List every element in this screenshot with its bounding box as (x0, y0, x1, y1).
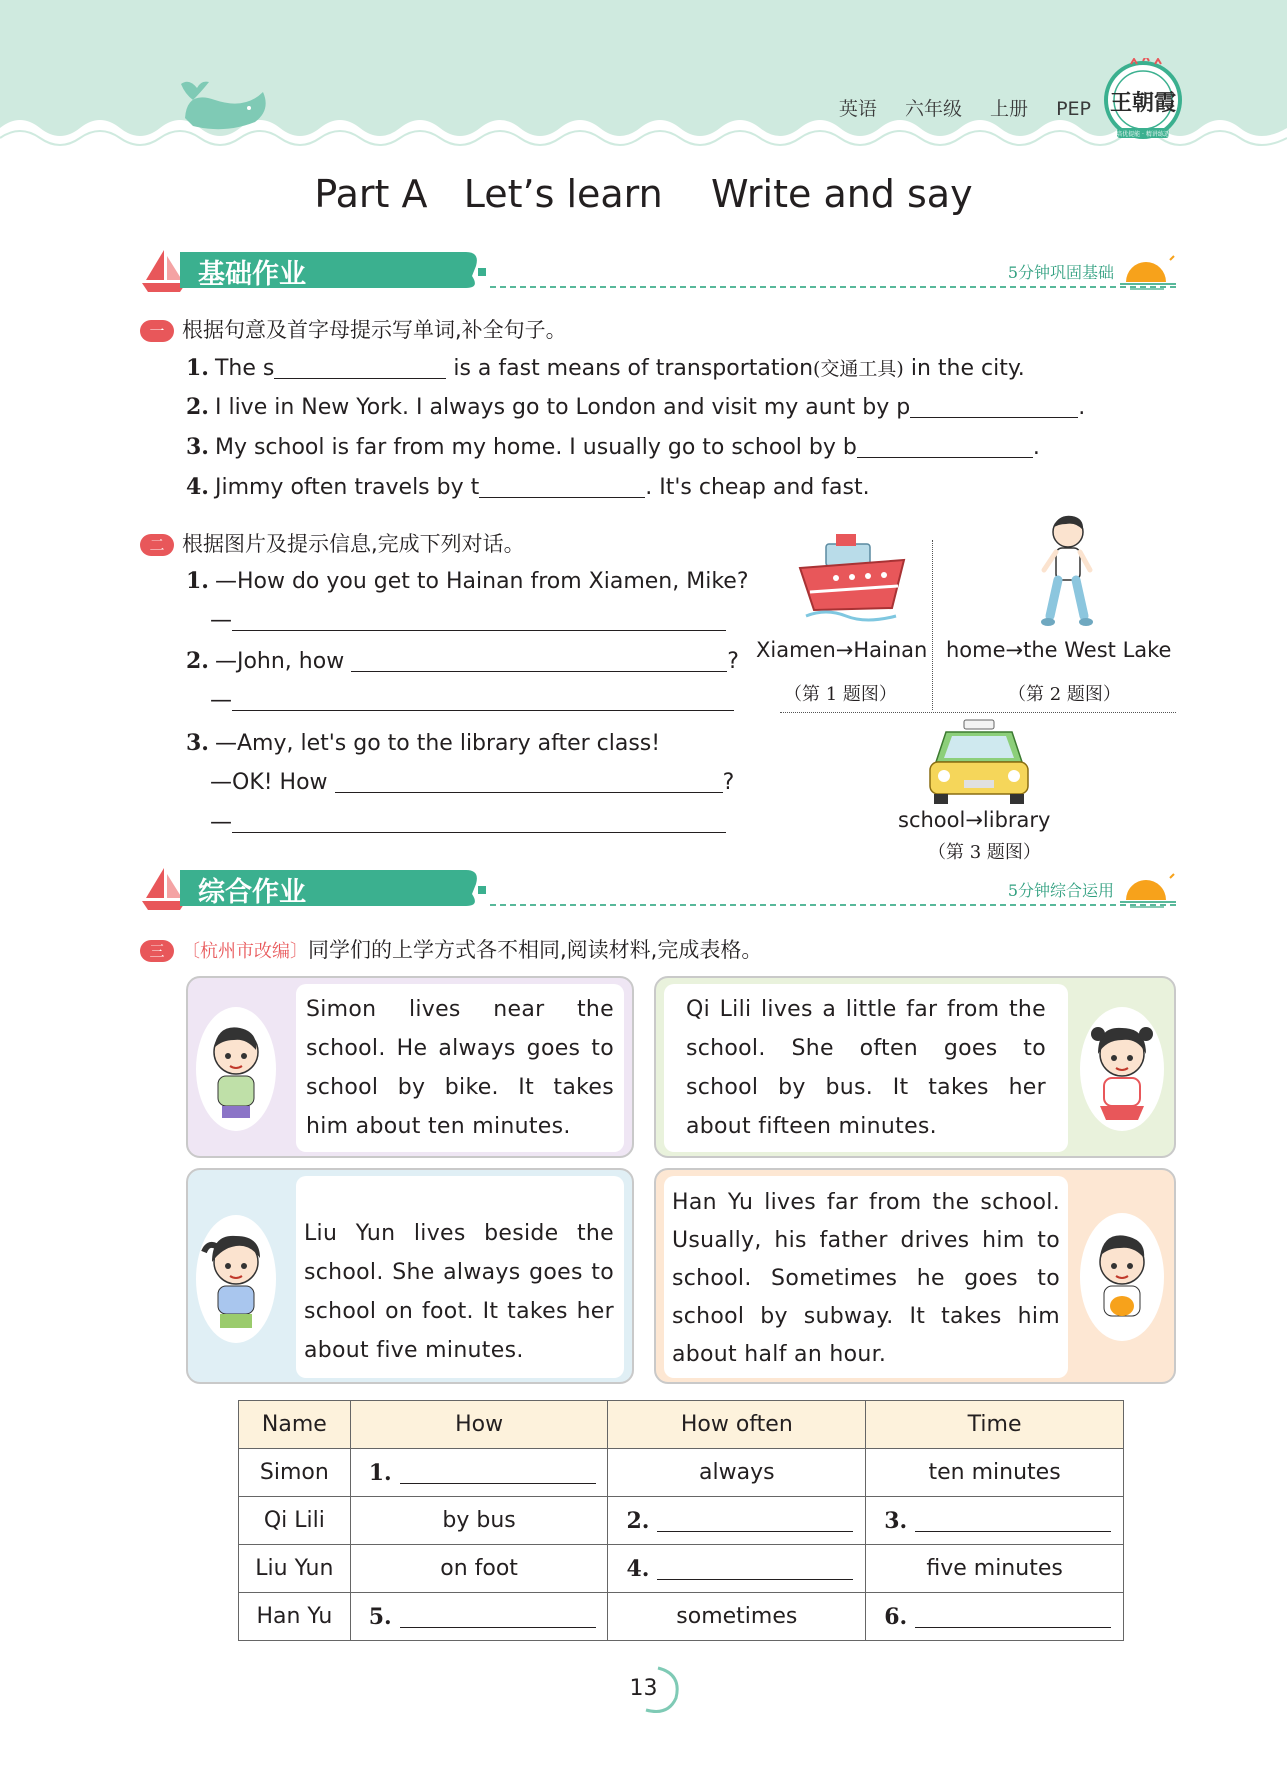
item-text: I live in New York. I always go to London and visit my aunt by p (214, 395, 911, 420)
dialogue-1-question (186, 568, 749, 594)
card-text: Simon lives near the school. He always goes to school by bike. It takes him about ten minutes. (306, 997, 614, 1139)
table-header-cell: Time (866, 1401, 1124, 1449)
question-mark: ? (727, 649, 739, 674)
answer-blank[interactable] (400, 1606, 596, 1628)
item-number: 3. (186, 434, 209, 460)
sunrise-icon (1120, 250, 1176, 292)
girl-avatar (194, 1212, 278, 1346)
dialogue-2-question (186, 648, 739, 674)
dash: — (210, 608, 232, 633)
answer-blank[interactable] (915, 1510, 1111, 1532)
question-heading-1 (140, 314, 567, 344)
item-text: The s (214, 356, 275, 381)
svg-text:培优提能 · 精讲练透: 培优提能 · 精讲练透 (1116, 131, 1170, 138)
brand-seal-logo (1103, 58, 1183, 144)
divider-vertical (932, 540, 933, 710)
answer-blank[interactable] (232, 609, 726, 631)
answer-blank[interactable] (479, 476, 645, 498)
section-note: 5分钟巩固基础 (1007, 263, 1114, 282)
table-header-cell: How (350, 1401, 608, 1449)
reading-card-qi-lili (654, 976, 1176, 1158)
svg-text:王朝霞: 王朝霞 (1109, 90, 1177, 116)
volume-label: 上册 (990, 98, 1029, 120)
answer-blank[interactable] (232, 811, 726, 833)
table-row (239, 1449, 1124, 1497)
picture-1-caption: （第 1 题图） (784, 684, 897, 705)
table-cell: Qi Lili (239, 1497, 351, 1545)
answer-blank[interactable] (857, 436, 1033, 458)
reading-card-simon (186, 976, 634, 1158)
dialogue-3-line-a (186, 730, 660, 756)
ship-illustration (796, 530, 908, 630)
blank-number: 2. (626, 1507, 650, 1534)
table-row (239, 1593, 1124, 1641)
picture-3-caption: （第 3 题图） (928, 842, 1041, 863)
divider-horizontal (780, 712, 1176, 713)
divider (490, 286, 1176, 288)
picture-2-caption: （第 2 题图） (1008, 684, 1121, 705)
walking-boy-illustration (1036, 512, 1098, 630)
page-number: 13 (629, 1676, 658, 1701)
whale-icon (175, 70, 275, 132)
reading-card-han-yu (654, 1168, 1176, 1384)
answer-table (238, 1400, 1124, 1641)
question-instruction: 根据句意及首字母提示写单词,补全句子。 (182, 318, 567, 342)
question-number-badge: 一 (140, 320, 174, 342)
item-number: 2. (186, 394, 209, 420)
answer-blank[interactable] (274, 357, 446, 379)
item-text: . (1032, 435, 1040, 460)
blank-number: 5. (368, 1603, 392, 1630)
table-cell: on foot (350, 1545, 608, 1593)
picture-3-label: school→library (898, 808, 1051, 832)
question-source: 〔杭州市改编〕 (182, 941, 308, 962)
book-meta (817, 94, 1091, 121)
table-fill-cell (866, 1593, 1124, 1641)
item-number: 1. (186, 568, 209, 594)
section-banner-basic (140, 246, 1176, 296)
item-number: 1. (186, 355, 209, 381)
answer-blank[interactable] (351, 650, 727, 672)
reading-card-liu-yun (186, 1168, 634, 1384)
table-header-cell: Name (239, 1401, 351, 1449)
table-fill-cell (608, 1545, 866, 1593)
section-banner-comprehensive (140, 864, 1176, 914)
item-number: 4. (186, 474, 209, 500)
blank-number: 1. (368, 1459, 392, 1486)
answer-blank[interactable] (232, 689, 734, 711)
section-label: 基础作业 (198, 259, 306, 290)
table-cell: ten minutes (866, 1449, 1124, 1497)
item-text: Jimmy often travels by t (214, 475, 480, 500)
card-text: Qi Lili lives a little far from the school. She often goes to school by bus. It takes her about fifteen minutes. (686, 997, 1046, 1139)
table-fill-cell (350, 1593, 608, 1641)
section-label: 综合作业 (198, 877, 306, 908)
fill-item-2 (186, 394, 1085, 420)
dialogue-1-answer (210, 608, 726, 633)
question-instruction: 同学们的上学方式各不相同,阅读材料,完成表格。 (308, 938, 763, 962)
table-cell: Liu Yun (239, 1545, 351, 1593)
boy-avatar (1076, 1210, 1168, 1344)
card-text: Han Yu lives far from the school. Usually, his father drives him to school. Sometimes he goes to school by subway. It takes him about half an hour. (672, 1190, 1060, 1367)
table-cell: Han Yu (239, 1593, 351, 1641)
picture-2-label: home→the West Lake (946, 638, 1172, 662)
blank-number: 3. (884, 1507, 908, 1534)
fill-item-4 (186, 474, 870, 500)
boy-avatar (194, 1004, 278, 1134)
subject-label: 英语 (838, 98, 877, 120)
fill-item-3 (186, 434, 1040, 460)
dialogue-3-answer (210, 810, 726, 835)
section-note: 5分钟综合运用 (1007, 881, 1114, 900)
answer-blank[interactable] (400, 1462, 596, 1484)
taxi-illustration (924, 718, 1034, 808)
table-fill-cell (350, 1449, 608, 1497)
edition-label: PEP (1056, 98, 1091, 120)
blank-number: 6. (884, 1603, 908, 1630)
divider (490, 904, 1176, 906)
card-text: Liu Yun lives beside the school. She always goes to school on foot. It takes her about five minutes. (304, 1221, 614, 1363)
question-heading-2 (140, 528, 525, 558)
picture-1-label: Xiamen→Hainan (756, 638, 928, 662)
page-title: Part A Let’s learn Write and say (314, 172, 973, 216)
item-number: 2. (186, 648, 209, 674)
answer-blank[interactable] (910, 396, 1078, 418)
item-text: . (1078, 395, 1086, 420)
question-number-badge: 三 (140, 940, 174, 962)
answer-blank[interactable] (657, 1510, 853, 1532)
grade-label: 六年级 (904, 98, 962, 120)
answer-blank[interactable] (915, 1606, 1111, 1628)
table-header-row (239, 1401, 1124, 1449)
item-text: is a fast means of transportation (446, 356, 814, 381)
fill-item-1 (186, 354, 1025, 381)
item-text: My school is far from my home. I usually go to school by b (214, 435, 857, 460)
dialogue-2-answer (210, 688, 734, 713)
question-mark: ? (722, 770, 735, 795)
dialogue-text: —How do you get to Hainan from Xiamen, Mike? (214, 569, 749, 594)
dialogue-text: —John, how (214, 649, 345, 674)
chinese-hint: (交通工具) (813, 358, 904, 380)
question-instruction: 根据图片及提示信息,完成下列对话。 (182, 532, 525, 556)
table-cell: sometimes (608, 1593, 866, 1641)
table-cell: five minutes (866, 1545, 1124, 1593)
girl-avatar (1076, 1004, 1168, 1134)
dialogue-3-line-b (210, 770, 734, 795)
dialogue-text: —OK! How (210, 770, 328, 795)
table-header-cell: How often (608, 1401, 866, 1449)
table-cell: Simon (239, 1449, 351, 1497)
item-text: in the city. (903, 356, 1025, 381)
dash: — (210, 810, 232, 835)
item-number: 3. (186, 730, 209, 756)
dialogue-text: —Amy, let's go to the library after class! (214, 731, 661, 756)
table-row (239, 1545, 1124, 1593)
question-number-badge: 二 (140, 534, 174, 556)
table-cell: by bus (350, 1497, 608, 1545)
answer-blank[interactable] (657, 1558, 853, 1580)
table-cell: always (608, 1449, 866, 1497)
item-text: . It's cheap and fast. (645, 475, 870, 500)
table-fill-cell (608, 1497, 866, 1545)
blank-number: 4. (626, 1555, 650, 1582)
table-fill-cell (866, 1497, 1124, 1545)
table-row (239, 1497, 1124, 1545)
answer-blank[interactable] (335, 771, 723, 793)
dash: — (210, 688, 232, 713)
question-heading-3 (140, 934, 762, 964)
sunrise-icon (1120, 868, 1176, 910)
